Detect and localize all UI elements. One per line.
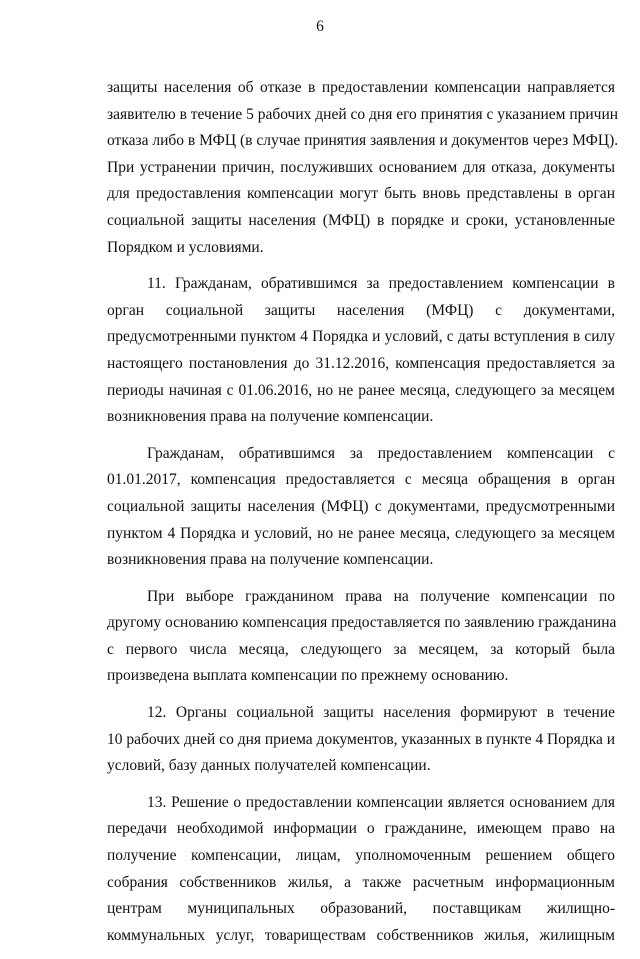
paragraph-line: возникновения права на получение компенсации. xyxy=(107,408,434,426)
paragraph-line: При выборе гражданином права на получение компенсации по xyxy=(147,587,615,605)
paragraph-line: 11. Гражданам, обратившимся за предоставлением компенсации в xyxy=(147,275,615,293)
paragraph-line: 12. Органы социальной защиты населения формируют в течение xyxy=(147,704,615,722)
paragraph-line: передачи необходимой информации о гражданине, имеющем право на xyxy=(107,820,615,838)
paragraph xyxy=(107,700,615,780)
paragraph xyxy=(107,790,615,950)
paragraph-line: орган социальной защиты населения (МФЦ) с документами, xyxy=(107,301,615,319)
paragraph xyxy=(107,584,615,690)
document-body xyxy=(107,75,619,959)
paragraph-line: предусмотренными пунктом 4 Порядка и условий, с даты вступления в силу xyxy=(107,328,615,346)
paragraph-line: центрам муниципальных образований, поставщикам жилищно- xyxy=(107,900,615,918)
paragraph-line: другому основанию компенсация предоставляется по заявлению гражданина xyxy=(107,614,617,632)
paragraph-line: 01.01.2017, компенсация предоставляется с месяца обращения в орган xyxy=(107,471,615,489)
paragraph-line: заявителю в течение 5 рабочих дней со дня его принятия с указанием причин xyxy=(107,105,619,123)
paragraph-line: 10 рабочих дней со дня приема документов, указанных в пункте 4 Порядка и xyxy=(107,730,616,748)
paragraph-line: с первого числа месяца, следующего за месяцем, за который была xyxy=(107,640,615,658)
paragraph-line: для предоставления компенсации могут быть вновь представлены в орган xyxy=(107,185,615,203)
paragraph-line: отказа либо в МФЦ (в случае принятия заявления и документов через МФЦ). xyxy=(107,132,619,150)
paragraph xyxy=(107,271,615,431)
paragraph xyxy=(107,441,615,574)
paragraph xyxy=(107,75,619,261)
page-number: 6 xyxy=(316,18,324,35)
paragraph-line: Порядком и условиями. xyxy=(107,238,264,256)
paragraph-line: социальной защиты населения (МФЦ) в порядке и сроки, установленные xyxy=(107,211,615,229)
paragraph-line: собрания собственников жилья, а также расчетным информационным xyxy=(107,873,615,891)
paragraph-line: пунктом 4 Порядка и условий, но не ранее месяца, следующего за месяцем xyxy=(107,524,615,542)
paragraph-line: При устранении причин, послуживших основанием для отказа, документы xyxy=(107,158,615,176)
paragraph-line: 13. Решение о предоставлении компенсации является основанием для xyxy=(147,793,615,811)
paragraph-line: защиты населения об отказе в предоставлении компенсации направляется xyxy=(107,79,615,96)
paragraph-line: настоящего постановления до 31.12.2016, компенсация предоставляется за xyxy=(107,354,615,372)
paragraph-line: коммунальных услуг, товариществам собственников жилья, жилищным xyxy=(107,926,615,944)
paragraph-line: произведена выплата компенсации по прежнему основанию. xyxy=(107,667,509,685)
paragraph-line: получение компенсации, лицам, уполномоченным решением общего xyxy=(107,847,615,865)
paragraph-line: возникновения права на получение компенсации. xyxy=(107,551,434,569)
paragraph-line: социальной защиты населения (МФЦ) с документами, предусмотренными xyxy=(107,497,615,515)
paragraph-line: условий, базу данных получателей компенсации. xyxy=(107,757,431,775)
paragraph-line: периоды начиная с 01.06.2016, но не ранее месяца, следующего за месяцем xyxy=(107,381,615,399)
paragraph-line: Гражданам, обратившимся за предоставлением компенсации с xyxy=(147,444,615,462)
